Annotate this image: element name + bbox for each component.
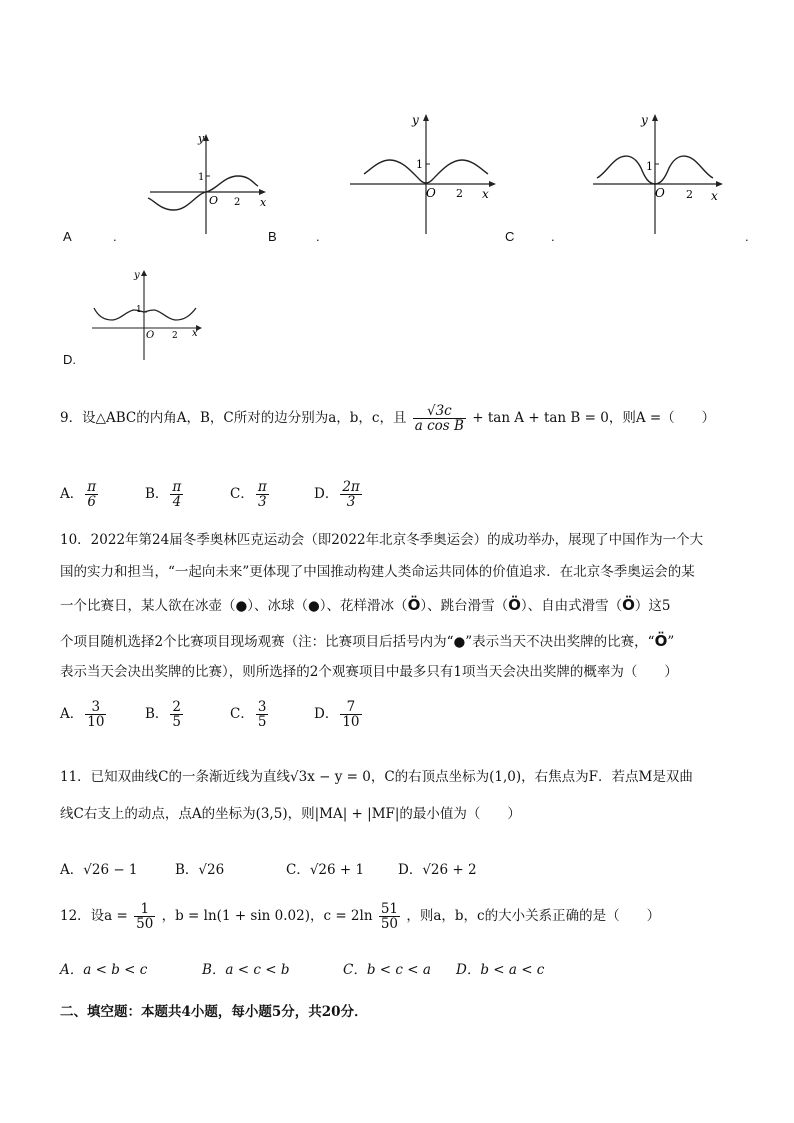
frac-num: 2π bbox=[342, 479, 360, 495]
q12-option-d[interactable]: D．b < a < c bbox=[456, 962, 545, 978]
x-axis-label: x bbox=[192, 328, 198, 339]
medal-icon: Ö bbox=[508, 596, 521, 614]
x-axis-label: x bbox=[711, 189, 718, 203]
q10-option-d[interactable] bbox=[314, 700, 364, 729]
tick-two-label: 2 bbox=[172, 331, 178, 341]
section-heading: 二、填空题：本题共4小题，每小题5分，共20分． bbox=[60, 1004, 368, 1020]
frac-den: 10 bbox=[87, 714, 105, 731]
frac-den: 5 bbox=[172, 714, 182, 731]
q9-frac-num: √3c bbox=[413, 404, 466, 419]
frac-num: π bbox=[87, 479, 97, 495]
frac-den: 5 bbox=[257, 714, 267, 731]
option-label: B． bbox=[145, 486, 169, 503]
frac-den: 6 bbox=[87, 494, 96, 511]
medal-icon: Ö bbox=[654, 632, 668, 650]
graph-a bbox=[140, 128, 270, 238]
q11-options bbox=[60, 858, 760, 882]
option-b-letter: B bbox=[268, 229, 277, 244]
q10-line1: 10．2022年第24届冬季奥林匹克运动会（即2022年北京冬季奥运会）的成功举办，展现了中国作为一个大 bbox=[60, 532, 704, 548]
y-axis-label: y bbox=[134, 270, 140, 281]
tick-one-label: 1 bbox=[416, 158, 423, 171]
q12-mid: ，b = ln(1 + sin 0.02)，c = 2ln bbox=[161, 908, 373, 925]
q9-option-b[interactable] bbox=[145, 480, 185, 509]
frac-den: 4 bbox=[172, 494, 182, 511]
option-d-letter: D. bbox=[63, 352, 76, 367]
frac-den: 3 bbox=[257, 494, 267, 511]
q12-option-b[interactable]: B．a < c < b bbox=[202, 962, 290, 978]
q10-option-b[interactable] bbox=[145, 700, 185, 729]
graph-d bbox=[88, 266, 208, 362]
option-label: D． bbox=[314, 486, 339, 503]
option-c-trailing-dot: . bbox=[745, 229, 749, 244]
q12-post: ，则a，b，c的大小关系正确的是（ ） bbox=[406, 908, 661, 925]
graph-c bbox=[585, 108, 735, 238]
q12-option-a[interactable]: A．a < b < c bbox=[60, 962, 148, 978]
frac-num: 7 bbox=[340, 700, 361, 715]
tick-one-label: 1 bbox=[136, 305, 142, 315]
q9-option-d[interactable] bbox=[314, 480, 364, 509]
option-c-letter: C bbox=[505, 229, 515, 244]
q9-stem-pre: 9．设△ABC的内角A，B，C所对的边分别为a，b，c，且 bbox=[60, 410, 407, 427]
frac-num: 3 bbox=[257, 699, 267, 715]
origin-label: O bbox=[146, 330, 155, 341]
q10-line4-b: ” bbox=[667, 634, 675, 650]
q9-option-a[interactable] bbox=[60, 480, 100, 509]
q11-option-b[interactable]: B．√26 bbox=[175, 862, 225, 878]
q10-line3-d: ）这5 bbox=[634, 598, 671, 614]
q11-option-a[interactable]: A．√26 − 1 bbox=[60, 862, 138, 878]
q10-line5: 表示当天会决出奖牌的比赛），则所选择的2个观赛项目中最多只有1项当天会决出奖牌的概率为（ ） bbox=[60, 664, 678, 680]
frac-den: 10 bbox=[342, 714, 360, 731]
x-axis-label: x bbox=[260, 196, 267, 209]
q10-line3-b: ）、跳台滑雪（ bbox=[420, 598, 509, 614]
tick-one-label: 1 bbox=[198, 172, 205, 183]
frac-num: π bbox=[172, 479, 182, 495]
origin-label: O bbox=[426, 186, 436, 200]
option-b-dot: . bbox=[316, 229, 320, 244]
q9-options bbox=[60, 472, 760, 512]
medal-icon: Ö bbox=[407, 596, 421, 614]
frac-den: 50 bbox=[136, 916, 154, 933]
q10-line4-a: 个项目随机选择2个比赛项目现场观赛（注：比赛项目后括号内为“●”表示当天不决出奖牌的比赛，“ bbox=[60, 634, 655, 650]
tick-two-label: 2 bbox=[456, 187, 463, 200]
option-label: B． bbox=[145, 706, 169, 723]
frac-num: 2 bbox=[172, 699, 182, 715]
q9-fraction bbox=[413, 404, 466, 433]
y-axis-label: y bbox=[198, 132, 205, 145]
q9-option-c[interactable] bbox=[230, 480, 271, 509]
q9-frac-den: a cos B bbox=[414, 418, 464, 435]
frac-num: 3 bbox=[85, 700, 106, 715]
q10-line3-c: ）、自由式滑雪（ bbox=[520, 598, 623, 614]
q9-stem bbox=[60, 404, 715, 433]
q10-option-c[interactable] bbox=[230, 700, 270, 729]
option-c-dot: . bbox=[551, 229, 555, 244]
q12-options bbox=[60, 958, 760, 982]
option-label: C． bbox=[230, 486, 254, 503]
q12-pre: 12．设a = bbox=[60, 908, 128, 925]
q9-stem-post: + tan A + tan B = 0，则A =（ ） bbox=[472, 410, 716, 427]
frac-num: 51 bbox=[380, 901, 399, 917]
q11-option-c[interactable]: C．√26 + 1 bbox=[286, 862, 365, 878]
q11-option-d[interactable]: D．√26 + 2 bbox=[398, 862, 477, 878]
x-axis-label: x bbox=[482, 187, 489, 201]
frac-den: 3 bbox=[346, 494, 356, 511]
q11-line2: 线C右支上的动点，点A的坐标为(3,5)，则|MA| + |MF|的最小值为（ ） bbox=[60, 806, 521, 822]
q10-line2: 国的实力和担当，“一起向未来”更体现了中国推动构建人类命运共同体的价值追求．在北京冬季奥运会的某 bbox=[60, 564, 695, 580]
option-label: A． bbox=[60, 706, 84, 723]
origin-label: O bbox=[655, 186, 665, 200]
tick-one-label: 1 bbox=[646, 160, 653, 173]
tick-two-label: 2 bbox=[234, 197, 241, 208]
y-axis-label: y bbox=[641, 113, 648, 127]
q12-option-c[interactable]: C．b < c < a bbox=[343, 962, 431, 978]
option-a-dot: . bbox=[113, 229, 117, 244]
q10-line3 bbox=[60, 594, 670, 614]
option-a-letter: A bbox=[63, 229, 72, 244]
option-label: A． bbox=[60, 486, 84, 503]
q10-option-a[interactable] bbox=[60, 700, 108, 729]
origin-label: O bbox=[209, 194, 219, 207]
frac-num: π bbox=[257, 479, 267, 495]
q12-stem bbox=[60, 902, 660, 931]
q10-line4 bbox=[60, 630, 674, 650]
graph-b bbox=[342, 108, 502, 238]
y-axis-label: y bbox=[412, 113, 419, 127]
frac-den: 50 bbox=[380, 916, 399, 933]
option-label: D． bbox=[314, 706, 339, 723]
q10-line3-a: 一个比赛日，某人欲在冰壶（●）、冰球（●）、花样滑冰（ bbox=[60, 598, 408, 614]
q11-line1: 11．已知双曲线C的一条渐近线为直线√3x − y = 0，C的右顶点坐标为(1,0)，右焦点为F．若点M是双曲 bbox=[60, 769, 693, 785]
option-label: C． bbox=[230, 706, 254, 723]
q10-options bbox=[60, 694, 760, 738]
medal-icon: Ö bbox=[622, 596, 635, 614]
frac-num: 1 bbox=[134, 902, 155, 917]
tick-two-label: 2 bbox=[686, 188, 693, 201]
